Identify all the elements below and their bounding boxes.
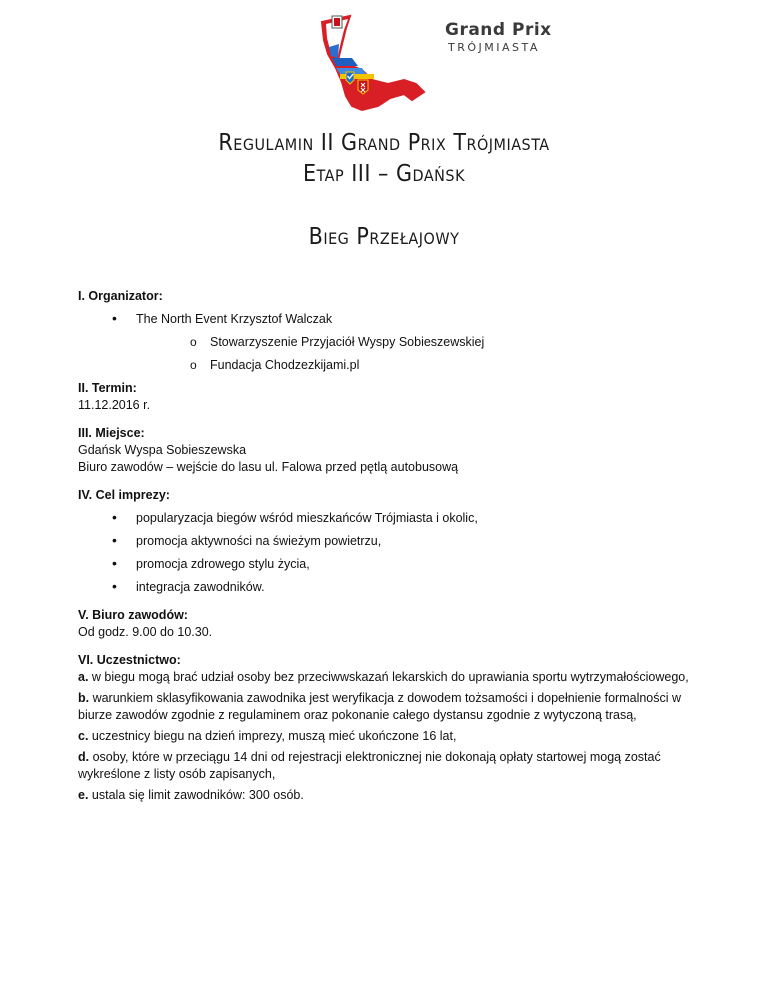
item-text: warunkiem sklasyfikowania zawodnika jest weryfikacja z dowodem tożsamości i dopełnienie formalności w biurze zawodów zgodnie z regulaminem oraz pokonanie całego dystansu zgodnie z wytyczoną trasą, <box>78 691 682 722</box>
uczestnictwo-item-b <box>78 690 698 724</box>
list-item: • The North Event Krzysztof Walczak <box>78 311 698 328</box>
organizator-list <box>78 311 698 374</box>
grand-prix-logo <box>312 14 462 114</box>
list-item: • integracja zawodników. <box>78 579 698 596</box>
termin-text: 11.12.2016 r. <box>78 398 151 412</box>
uczestnictwo-item-c <box>78 728 698 745</box>
section-heading-biuro: V. Biuro zawodów: <box>78 608 188 622</box>
section-heading-uczestnictwo: VI. Uczestnictwo: <box>78 653 181 667</box>
list-item: • promocja aktywności na świeżym powietrzu, <box>78 533 698 550</box>
logo-title: Grand Prix <box>445 20 552 40</box>
item-label: d. <box>78 750 90 764</box>
uczestnictwo-item-d <box>78 749 698 783</box>
biuro-text: Od godz. 9.00 do 10.30. <box>78 625 213 639</box>
uczestnictwo-item-a <box>78 669 698 686</box>
logo-subtitle: TRÓJMIASTA <box>448 41 540 54</box>
list-item: • promocja zdrowego stylu życia, <box>78 556 698 573</box>
page-title-line-2: Etap III – Gdańsk <box>302 161 466 187</box>
page-title-line-1: Regulamin II Grand Prix Trójmiasta <box>218 130 550 156</box>
section-heading-miejsce: III. Miejsce: <box>78 426 145 440</box>
page-subtitle: Bieg Przełajowy <box>308 224 460 250</box>
item-label: e. <box>78 788 89 802</box>
uczestnictwo-item-e <box>78 787 698 804</box>
item-text: uczestnicy biegu na dzień imprezy, muszą mieć ukończone 16 lat, <box>88 729 457 743</box>
item-label: a. <box>78 670 89 684</box>
miejsce-line-1: Gdańsk Wyspa Sobieszewska <box>78 443 247 457</box>
item-text: ustala się limit zawodników: 300 osób. <box>88 788 304 802</box>
miejsce-line-2: Biuro zawodów – wejście do lasu ul. Falowa przed pętlą autobusową <box>78 460 459 474</box>
cel-list <box>78 510 698 596</box>
sub-list-item: o Fundacja Chodzezkijami.pl <box>78 357 698 374</box>
document-body <box>78 288 698 808</box>
item-label: c. <box>78 729 89 743</box>
section-heading-termin: II. Termin: <box>78 381 137 395</box>
section-heading-organizator: I. Organizator: <box>78 289 163 303</box>
item-text: osoby, które w przeciągu 14 dni od rejestracji elektronicznej nie dokonają opłaty startowej mogą zostać wykreślone z listy osób zapisanych, <box>78 750 661 781</box>
section-heading-cel: IV. Cel imprezy: <box>78 488 170 502</box>
sub-list-item: o Stowarzyszenie Przyjaciół Wyspy Sobieszewskiej <box>78 334 698 351</box>
list-item: • popularyzacja biegów wśród mieszkańców Trójmiasta i okolic, <box>78 510 698 527</box>
item-text: w biegu mogą brać udział osoby bez przeciwwskazań lekarskich do uprawiania sportu wytrzymałościowego, <box>88 670 689 684</box>
item-label: b. <box>78 691 90 705</box>
